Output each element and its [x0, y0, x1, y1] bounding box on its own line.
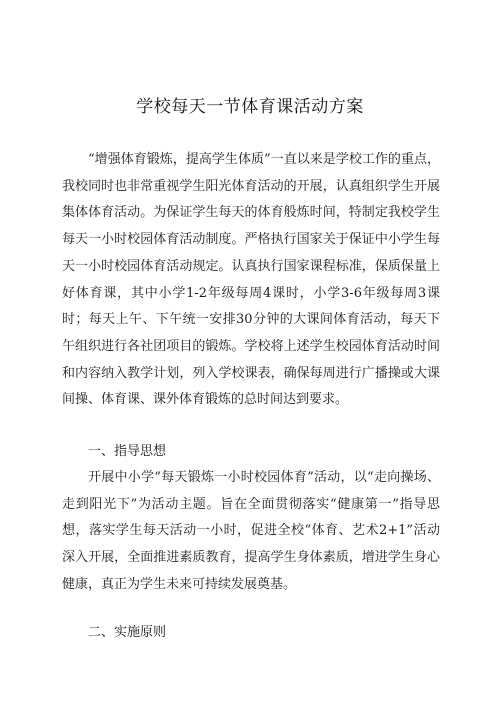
document-title: 学校每天一节体育课活动方案	[136, 97, 364, 117]
guiding-ideology-paragraph: 开展中小学“每天锻炼一小时校园体育”活动，以“走向操场、走到阳光下”为活动主题。旨在全面贯彻落实“健康第一”指导思想，落实学生每天活动一小时，促进全校“体育、艺术2+1”活动深入开展，全面推进素质教育，提高学生身体素质，增进学生身心健康，真正为学生未来可持续发展奠基。	[62, 470, 440, 592]
intro-paragraph: “增强体育锻炼，提高学生体质”一直以来是学校工作的重点，我校同时也非常重视学生阳光体育活动的开展，认真组织学生开展集体体育活动。为保证学生每天的体育般炼时间，特制定我校学生每天一小时校园体育活动制度。严格执行国家关于保证中小学生每天一小时校园体育活动规定。认真执行国家课程标准，保质保量上好体育课，其中小学1-2年级每周4课时，小学3-6年级每周3课时；每天上午、下午统一安排30分钟的大课间体育活动，每天下午组织进行各社团项目的锻炼。学校将上述学生校园体育活动时间和内容纳入教学计划，列入学校课表，确保每周进行广播操或大课间操、体育课、课外体育锻炼的总时间达到要求。	[62, 152, 440, 408]
section-heading-guiding-ideology: 一、指导思想	[88, 444, 167, 459]
section-heading-implementation-principles: 二、实施原则	[88, 625, 167, 640]
